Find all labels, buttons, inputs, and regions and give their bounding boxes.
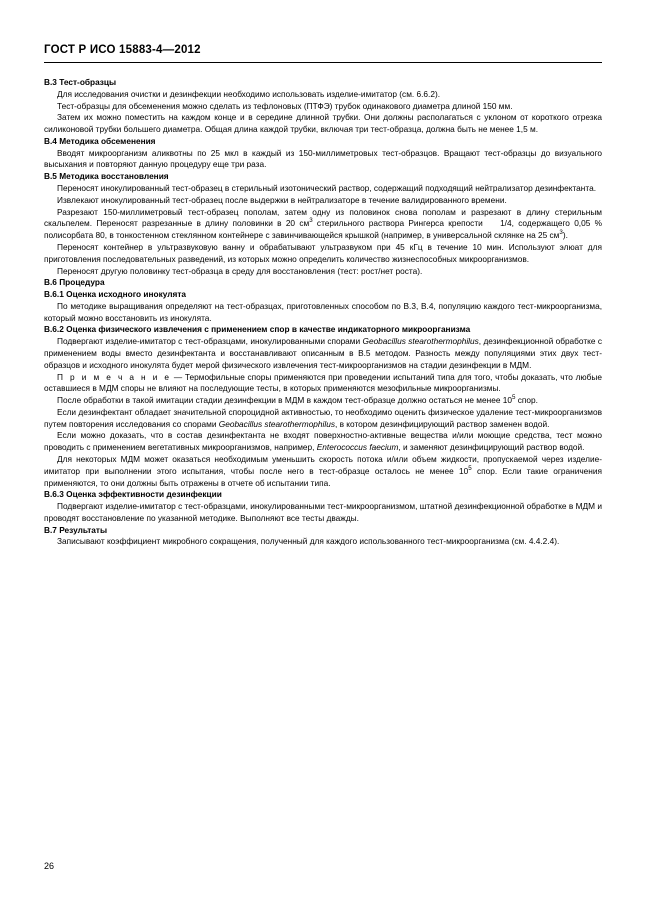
note-paragraph-2: После обработки в такой имитации стадии дезинфекции в МДМ в каждом тест-образце должно остаться не менее $10^5$ спор. bbox=[57, 394, 538, 406]
note-paragraph-5: Для некоторых МДМ может оказаться необходимым уменьшить скорость потока и/или объем жидкости, пропускаемой через изделие-имитатор при выполнении этого испытания, чтобы после него в тест-образце осталось не менее $10^5$ спор. Если такие ограничения применяются, то они должны быть отражены в отчете об испытании типа. bbox=[44, 454, 602, 488]
section-b5-paragraph-3: Разрезают 150-миллиметровый тест-образец пополам, затем одну из половинок снова пополам и разрезают в длину стерильным скальпелем. Переносят разрезанные в длину половинки в 20 $см^3$ стерильного раствора Рингерса крепости 1/4, содержащего 0,05 % полисорбата 80, в тонкостенном стеклянном контейнере с завинчивающейся крышкой (например, в универсальной склянке на 25 $см^3$). bbox=[44, 206, 602, 241]
section-heading-b6: В.6 Процедура bbox=[44, 277, 105, 288]
section-b63-paragraph-1: Подвергают изделие-имитатор с тест-образцами, инокулированными тест-микроорганизмом, штатной дезинфекционной обработке в МДМ и проводят восстановление по указанной методике. Выполняют все тесты дважды. bbox=[44, 501, 602, 523]
section-heading-b62: В.6.2 Оценка физического извлечения с применением спор в качестве индикаторного микроорганизма bbox=[44, 324, 471, 335]
section-heading-b5: В.5 Методика восстановления bbox=[44, 171, 169, 182]
page-content bbox=[44, 77, 602, 548]
section-heading-b4: В.4 Методика обсеменения bbox=[44, 135, 156, 146]
section-b5-paragraph-5: Переносят другую половинку тест-образца в среду для восстановления (тест: рост/нет роста). bbox=[57, 265, 423, 276]
page-number: 26 bbox=[44, 861, 55, 871]
note-paragraph-1: П р и м е ч а н и е — Термофильные споры применяются при проведении испытаний типа для того, чтобы доказать, что любые оставшиеся в МДМ споры не влияют на последующие тесты, в которых применяются мезофильные микроорганизмы. bbox=[44, 371, 602, 394]
section-b3-paragraph-2: Тест-образцы для обсеменения можно сделать из тефлоновых (ПТФЭ) трубок одинакового диаметра длиной 150 мм. bbox=[57, 100, 513, 111]
section-b5-paragraph-2: Извлекают инокулированный тест-образец после выдержки в нейтрализаторе в течение валидированного времени. bbox=[57, 194, 507, 205]
section-b3-paragraph-3: Затем их можно поместить на каждом конце и в середине длинной трубки. Они должны располагаться с уклоном от короткого отрезка силиконовой трубки большего диаметра. Общая длина каждой трубки, включая три тест-образца, должна быть не менее 1,5 м. bbox=[44, 112, 602, 135]
section-b62-paragraph-1: Подвергают изделие-имитатор с тест-образцами, инокулированными спорами Geobacillus stearothermophilus, дезинфекционной обработке с применением воды вместо дезинфектанта и восстанавливают описанным в В.5 методом. Разность между популяциями этих двух тест-образцов и исходного инокулята будет мерой физического извлечения тест-микроорганизмов на стадии дезинфекции в МДМ. bbox=[44, 336, 602, 370]
note-paragraph-3: Если дезинфектант обладает значительной спороцидной активностью, то необходимо оценить физическое удаление тест-микроорганизмов путем повторения исследования со спорами Geobacillus stearothermophilus, в котором дезинфицирующий раствор заменен водой. bbox=[44, 406, 602, 429]
page-header: ГОСТ Р ИСО 15883-4—2012 bbox=[44, 44, 201, 56]
header-rule bbox=[44, 62, 602, 63]
section-heading-b3: В.3 Тест-образцы bbox=[44, 77, 117, 87]
section-heading-b7: В.7 Результаты bbox=[44, 524, 108, 535]
section-b4-paragraph-1: Вводят микроорганизм аликвотны по 25 мкл в каждый из 150-миллиметровых тест-образцов. Вращают тест-образцы до визуального высыхания и повторяют данную процедуру еще три раза. bbox=[44, 147, 602, 170]
section-heading-b63: В.6.3 Оценка эффективности дезинфекции bbox=[44, 489, 222, 500]
section-b3-paragraph-1: Для исследования очистки и дезинфекции необходимо использовать изделие-имитатор (см. 6.6.2). bbox=[57, 88, 441, 99]
note-paragraph-4: Если можно доказать, что в состав дезинфектанта не входят поверхностно-активные вещества и/или моющие средства, тест можно проводить с применением вегетативных микроорганизмов, например, Enterococcus faecium, и заменяют дезинфицирующий раствор водой. bbox=[44, 430, 602, 453]
section-b5-paragraph-4: Переносят контейнер в ультразвуковую ванну и обрабатывают ультразвуком при 45 кГц в течение 10 мин. Используют элюат для приготовления последовательных разведений, из которых можно определить количество жизнеспособных микроорганизмов. bbox=[44, 241, 602, 264]
section-b61-paragraph-1: По методике выращивания определяют на тест-образцах, приготовленных способом по В.3, В.4, популяцию каждого тест-микроорганизма, который можно восстановить из инокулята. bbox=[44, 300, 602, 323]
section-b7-paragraph-1: Записывают коэффициент микробного сокращения, полученный для каждого использованного тест-микроорганизма (см. 4.4.2.4). bbox=[57, 536, 560, 547]
section-b5-paragraph-1: Переносят инокулированный тест-образец в стерильный изотонический раствор, содержащий подходящий нейтрализатор дезинфектанта. bbox=[57, 183, 596, 194]
section-heading-b61: В.6.1 Оценка исходного инокулята bbox=[44, 289, 187, 300]
